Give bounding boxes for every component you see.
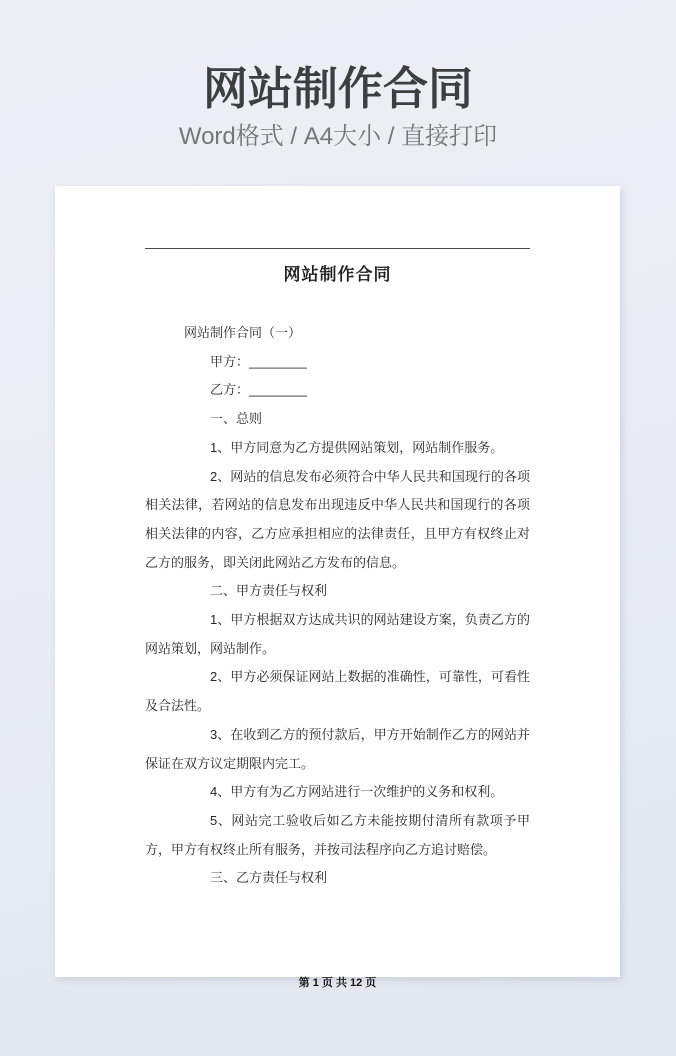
- document-page: [55, 186, 620, 989]
- title-rule: [145, 248, 530, 249]
- doc-paragraph: 3、在收到乙方的预付款后，甲方开始制作乙方的网站并保证在双方议定期限内完工。: [145, 726, 530, 771]
- banner-subtitle: Word格式 / A4大小 / 直接打印: [178, 123, 498, 150]
- doc-paragraph: 二、甲方责任与权利: [210, 583, 328, 599]
- banner-title: 网站制作合同: [202, 63, 473, 114]
- doc-paragraph: 4、甲方有为乙方网站进行一次维护的义务和权利。: [210, 784, 504, 800]
- doc-paragraph: 乙方：________: [210, 382, 307, 398]
- page-number: 第 1 页 共 12 页: [298, 977, 377, 989]
- doc-paragraph: 1、甲方同意为乙方提供网站策划，网站制作服务。: [210, 439, 504, 455]
- doc-paragraph: 网站制作合同（一）: [184, 325, 302, 340]
- banner: [0, 0, 676, 151]
- document-title: 网站制作合同: [283, 265, 392, 284]
- doc-paragraph: 2、甲方必须保证网站上数据的准确性，可靠性，可看性及合法性。: [145, 669, 530, 714]
- doc-paragraph: 一、总则: [210, 411, 263, 427]
- doc-paragraph: 1、甲方根据双方达成共识的网站建设方案，负责乙方的网站策划，网站制作。: [145, 612, 530, 656]
- doc-paragraph: 5、网站完工验收后如乙方未能按期付清所有款项予甲方，甲方有权终止所有服务，并按司法程序向乙方追讨赔偿。: [145, 812, 530, 857]
- document-body: [145, 319, 530, 893]
- document-content: [145, 248, 530, 1039]
- doc-paragraph: 三、乙方责任与权利: [210, 870, 328, 886]
- doc-paragraph: 甲方：________: [210, 353, 307, 369]
- doc-paragraph: 2、网站的信息发布必须符合中华人民共和国现行的各项相关法律，若网站的信息发布出现违反中华人民共和国现行的各项相关法律的内容，乙方应承担相应的法律责任，且甲方有权终止对乙方的服务，即关闭此网站乙方发布的信息。: [145, 468, 530, 570]
